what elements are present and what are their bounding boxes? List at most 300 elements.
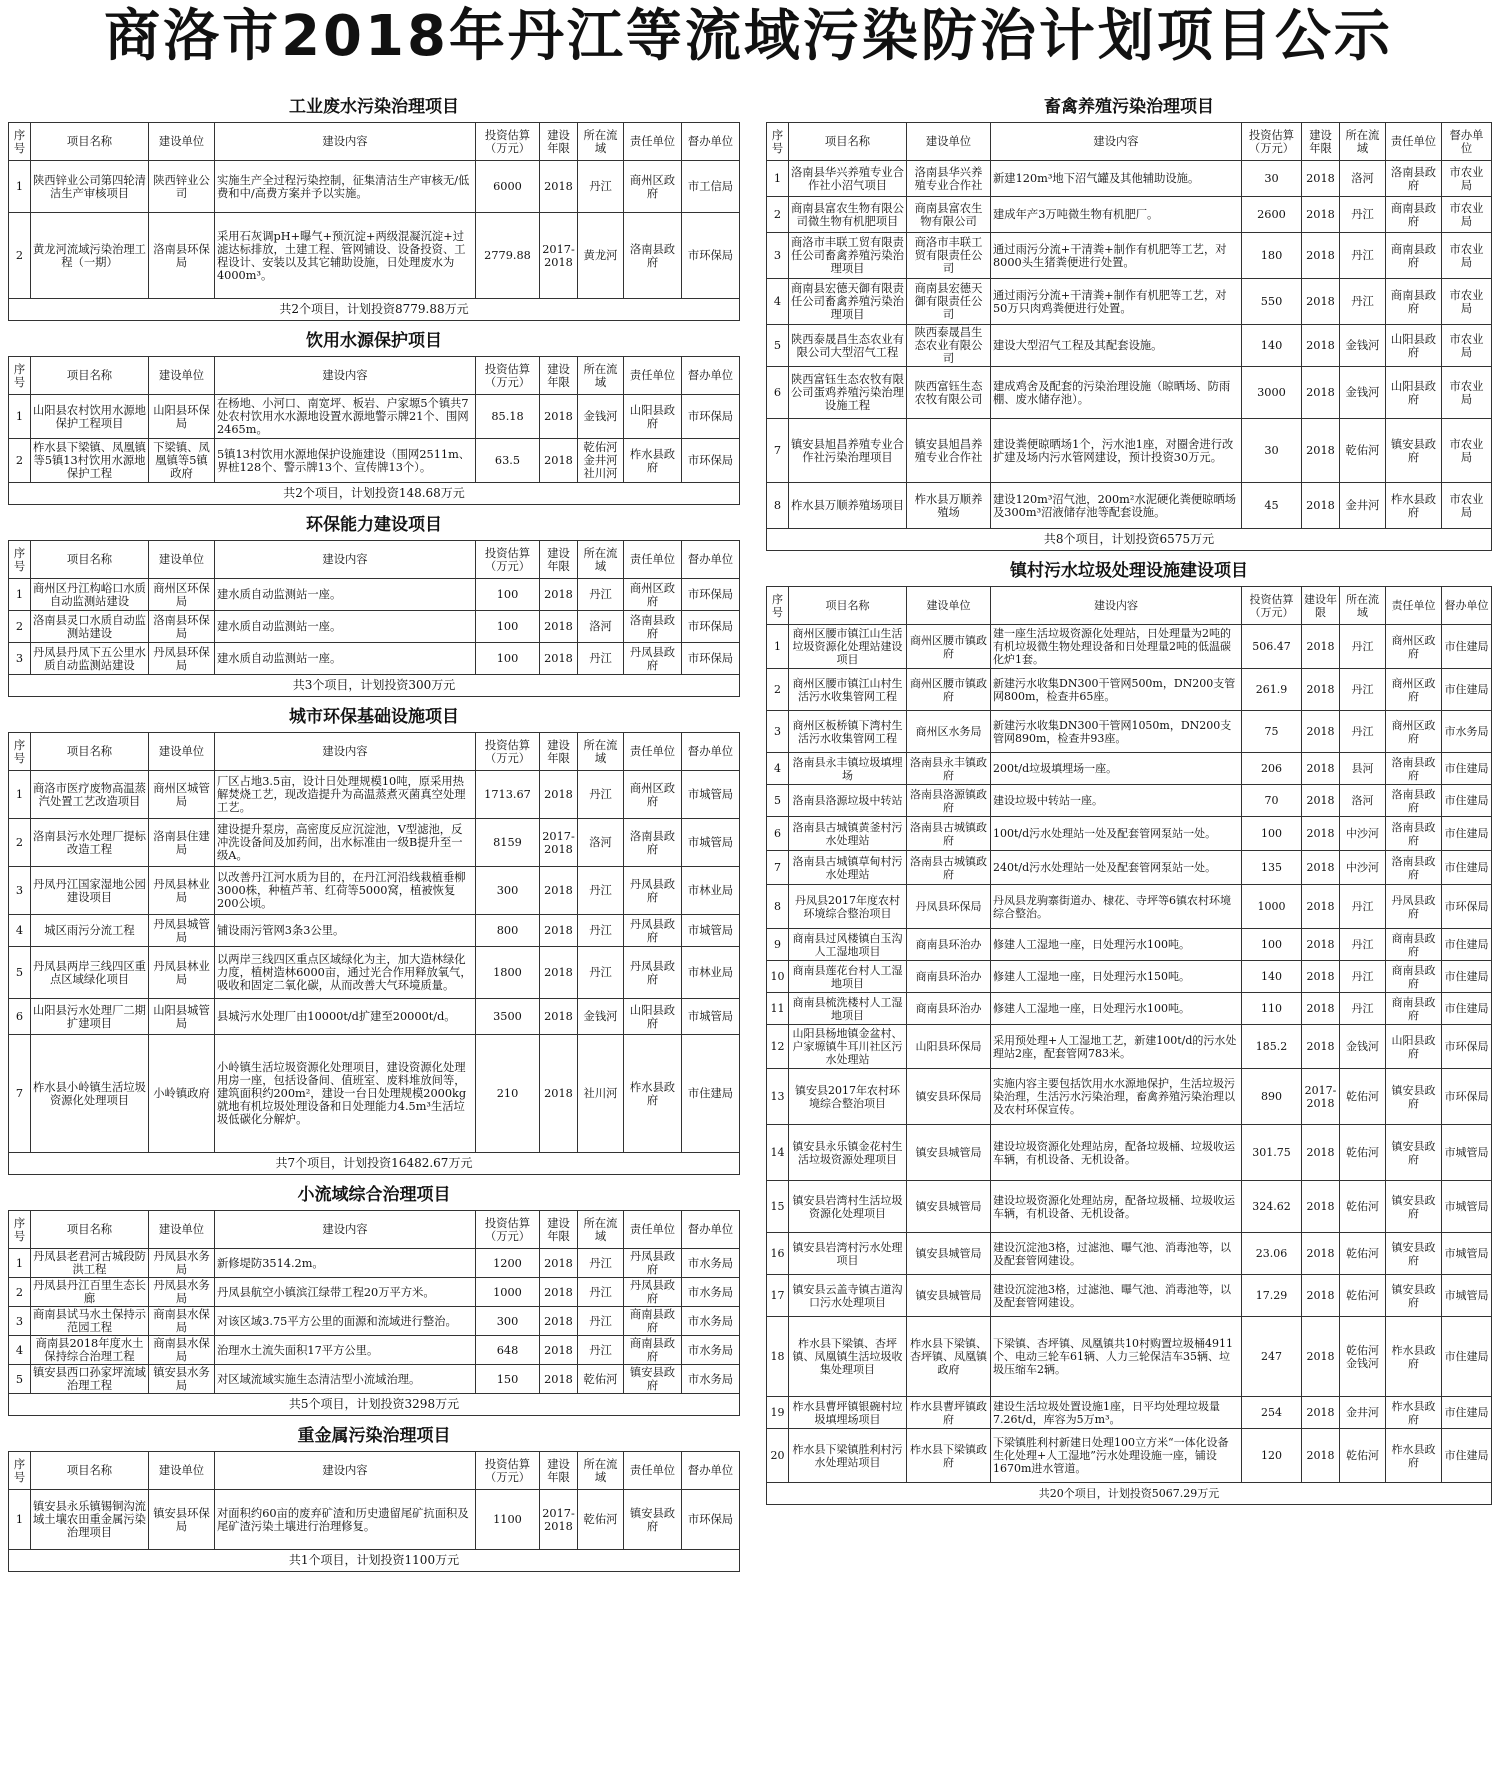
cell-project-name: 镇安县岩湾村污水处理项目 [789,1233,907,1275]
table-row [767,367,1492,419]
cell-basin: 社川河 [578,1035,624,1153]
cell-content: 建设粪便晾晒场1个，污水池1座，对圈舍进行改扩建及场内污水管网建设，预计投资30万元。 [991,419,1242,483]
cell-project-name: 山阳县杨地镇金盆村、户家塬镇牛耳川社区污水处理站 [789,1025,907,1069]
cell-responsible: 柞水县政府 [624,439,682,483]
cell-responsible: 洛南县政府 [1386,753,1442,785]
table-row [767,1429,1492,1483]
cell-builder: 陕西富钰生态农牧有限公司 [907,367,991,419]
table-row [767,1069,1492,1125]
cell-responsible: 商南县政府 [624,1307,682,1336]
cell-builder: 柞水县万顺养殖场 [907,483,991,529]
cell-index: 3 [9,643,31,675]
cell-builder: 商南县水保局 [149,1307,215,1336]
cell-index: 5 [767,325,789,367]
cell-builder: 洛南县环保局 [149,611,215,643]
cell-project-name: 镇安县旭昌养殖专业合作社污染治理项目 [789,419,907,483]
project-table [8,1210,740,1416]
cell-year: 2018 [1302,669,1340,711]
cell-investment: 890 [1242,1069,1302,1125]
cell-project-name: 镇安县永乐镇金花村生活垃圾资源处理项目 [789,1125,907,1181]
left-column [8,92,740,1577]
cell-project-name: 商洛市丰联工贸有限责任公司畜禽养殖污染治理项目 [789,233,907,279]
cell-responsible: 商南县政府 [624,1336,682,1365]
cell-supervisor: 市住建局 [1442,625,1492,669]
cell-index: 20 [767,1429,789,1483]
section-title: 城市环保基础设施项目 [289,707,459,727]
cell-content: 修建人工湿地一座，日处理污水100吨。 [991,993,1242,1025]
header-index: 序号 [9,123,31,161]
cell-basin: 丹江 [578,1249,624,1278]
cell-content: 小岭镇生活垃圾资源化处理项目，建设资源化处理用房一座，包括设备间、值班室、废料堆放间等，建筑面积约200m²，建设一台日处理规模2000kg就地有机垃圾处理设备和日处理能力4.5m³生活垃圾低碳化分解炉。 [215,1035,476,1153]
project-table [766,586,1492,1505]
cell-project-name: 城区雨污分流工程 [31,915,149,947]
header-basin: 所在流域 [578,733,624,771]
cell-project-name: 洛南县灵口水质自动监测站建设 [31,611,149,643]
cell-content: 新建污水收集DN300干管网500m，DN200支管网800m，检查井65座。 [991,669,1242,711]
section-total: 共5个项目，计划投资3298万元 [9,1394,740,1416]
cell-year: 2018 [540,161,578,213]
cell-investment: 3000 [1242,367,1302,419]
cell-basin: 金钱河 [578,395,624,439]
cell-responsible: 镇安县政府 [1386,1069,1442,1125]
header-project-name: 项目名称 [789,587,907,625]
table-row [9,1365,740,1394]
header-investment: 投资估算（万元） [1242,123,1302,161]
cell-responsible: 商南县政府 [1386,993,1442,1025]
cell-index: 14 [767,1125,789,1181]
cell-index: 1 [9,161,31,213]
cell-content: 下梁镇、杏坪镇、凤凰镇共10村购置垃圾桶4911个、电动三轮车61辆、人力三轮保洁车35辆、垃圾压缩车2辆。 [991,1317,1242,1397]
cell-investment: 85.18 [476,395,540,439]
table-header-row [767,587,1492,625]
cell-basin: 金钱河 [578,999,624,1035]
header-supervisor: 督办单位 [1442,587,1492,625]
cell-supervisor: 市水务局 [682,1336,740,1365]
table-row [767,197,1492,233]
cell-supervisor: 市住建局 [1442,993,1492,1025]
table-row [9,1249,740,1278]
cell-supervisor: 市农业局 [1442,367,1492,419]
cell-investment: 254 [1242,1397,1302,1429]
cell-investment: 45 [1242,483,1302,529]
header-supervisor: 督办单位 [682,541,740,579]
cell-builder: 镇安县旭昌养殖专业合作社 [907,419,991,483]
cell-responsible: 山阳县政府 [1386,325,1442,367]
cell-supervisor: 市城管局 [1442,1125,1492,1181]
cell-project-name: 陕西锌业公司第四轮清洁生产审核项目 [31,161,149,213]
header-year: 建设年限 [540,123,578,161]
cell-investment: 185.2 [1242,1025,1302,1069]
header-basin: 所在流域 [578,357,624,395]
cell-index: 7 [767,419,789,483]
cell-year: 2018 [1302,1275,1340,1317]
cell-investment: 100 [476,579,540,611]
cell-project-name: 镇安县2017年农村环境综合整治项目 [789,1069,907,1125]
cell-builder: 丹凤县环保局 [907,885,991,929]
cell-content: 建设生活垃圾处置设施1座，日平均处理垃圾量7.26t/d，库容为5万m³。 [991,1397,1242,1429]
cell-basin: 丹江 [1340,929,1386,961]
cell-investment: 3500 [476,999,540,1035]
cell-investment: 63.5 [476,439,540,483]
cell-project-name: 山阳县污水处理厂二期扩建项目 [31,999,149,1035]
cell-content: 丹凤县航空小镇滨江绿带工程20万平方米。 [215,1278,476,1307]
cell-investment: 247 [1242,1317,1302,1397]
cell-responsible: 丹凤县政府 [624,1249,682,1278]
cell-supervisor: 市住建局 [1442,785,1492,817]
cell-year: 2018 [540,1307,578,1336]
header-basin: 所在流域 [578,123,624,161]
table-row [767,851,1492,885]
cell-index: 3 [767,233,789,279]
cell-builder: 柞水县下梁镇政府 [907,1429,991,1483]
cell-investment: 17.29 [1242,1275,1302,1317]
table-row [9,1490,740,1550]
table-row [767,669,1492,711]
cell-investment: 180 [1242,233,1302,279]
cell-builder: 商南县环治办 [907,993,991,1025]
header-year: 建设年限 [540,733,578,771]
cell-project-name: 陕西富钰生态农牧有限公司蛋鸡养殖污染治理设施工程 [789,367,907,419]
header-content: 建设内容 [215,733,476,771]
cell-content: 修建人工湿地一座，日处理污水150吨。 [991,961,1242,993]
table-header-row [9,733,740,771]
cell-builder: 商州区水务局 [907,711,991,753]
header-responsible: 责任单位 [624,123,682,161]
table-total-row [9,1394,740,1416]
header-basin: 所在流域 [578,1452,624,1490]
cell-index: 1 [767,625,789,669]
cell-content: 下梁镇胜利村新建日处理100立方米“一体化设备生化处理+人工湿地”污水处理设施一座，铺设1670m进水管道。 [991,1429,1242,1483]
cell-builder: 洛南县古城镇政府 [907,817,991,851]
cell-project-name: 镇安县云盖寺镇古道沟口污水处理项目 [789,1275,907,1317]
header-year: 建设年限 [540,541,578,579]
header-content: 建设内容 [215,541,476,579]
header-responsible: 责任单位 [624,733,682,771]
cell-investment: 1800 [476,947,540,999]
cell-basin: 洛河 [1340,161,1386,197]
cell-project-name: 洛南县永丰镇垃圾填埋场 [789,753,907,785]
cell-content: 240t/d污水处理站一处及配套管网泵站一处。 [991,851,1242,885]
cell-builder: 洛南县环保局 [149,213,215,299]
cell-content: 铺设雨污管网3条3公里。 [215,915,476,947]
cell-responsible: 商南县政府 [1386,233,1442,279]
cell-basin: 乾佑河金钱河 [1340,1317,1386,1397]
cell-investment: 100 [476,643,540,675]
cell-supervisor: 市住建局 [1442,929,1492,961]
cell-index: 2 [9,611,31,643]
cell-investment: 100 [1242,929,1302,961]
cell-basin: 丹江 [1340,961,1386,993]
table-row [767,161,1492,197]
cell-builder: 商南县水保局 [149,1336,215,1365]
cell-responsible: 镇安县政府 [1386,419,1442,483]
header-project-name: 项目名称 [31,1452,149,1490]
table-row [767,625,1492,669]
cell-supervisor: 市环保局 [682,213,740,299]
cell-responsible: 丹凤县政府 [624,947,682,999]
section-small-basin [8,1180,740,1416]
header-builder: 建设单位 [149,357,215,395]
cell-basin: 丹江 [578,947,624,999]
cell-index: 6 [767,817,789,851]
cell-index: 3 [767,711,789,753]
cell-responsible: 商南县政府 [1386,279,1442,325]
cell-content: 建设沉淀池3格，过滤池、曝气池、消毒池等，以及配套管网建设。 [991,1275,1242,1317]
cell-supervisor: 市水务局 [682,1307,740,1336]
cell-year: 2018 [540,999,578,1035]
cell-basin: 丹江 [578,915,624,947]
project-table [8,122,740,321]
cell-investment: 506.47 [1242,625,1302,669]
cell-index: 17 [767,1275,789,1317]
header-content: 建设内容 [215,1211,476,1249]
cell-project-name: 柞水县下梁镇、凤凰镇等5镇13村饮用水源地保护工程 [31,439,149,483]
cell-basin: 丹江 [578,1307,624,1336]
header-supervisor: 督办单位 [682,1452,740,1490]
table-total-row [767,529,1492,551]
cell-investment: 140 [1242,325,1302,367]
cell-year: 2018 [1302,367,1340,419]
cell-builder: 丹凤县水务局 [149,1249,215,1278]
table-total-row [767,1483,1492,1505]
table-row [767,419,1492,483]
header-builder: 建设单位 [149,733,215,771]
header-supervisor: 督办单位 [682,1211,740,1249]
cell-responsible: 商州区政府 [624,579,682,611]
cell-basin: 乾佑河 [1340,1069,1386,1125]
cell-investment: 300 [476,867,540,915]
cell-basin: 中沙河 [1340,851,1386,885]
section-total: 共8个项目，计划投资6575万元 [767,529,1492,551]
cell-project-name: 商洛市医疗废物高温蒸汽处置工艺改造项目 [31,771,149,819]
cell-investment: 100 [1242,817,1302,851]
header-year: 建设年限 [1302,587,1340,625]
cell-responsible: 山阳县政府 [624,999,682,1035]
cell-project-name: 丹凤县老君河古城段防洪工程 [31,1249,149,1278]
cell-year: 2018 [1302,161,1340,197]
cell-project-name: 镇安县西口孙家坪流域治理工程 [31,1365,149,1394]
cell-content: 县城污水处理厂由10000t/d扩建至20000t/d。 [215,999,476,1035]
cell-content: 建设120m³沼气池，200m²水泥硬化粪便晾晒场及300m³沼液储存池等配套设施。 [991,483,1242,529]
cell-supervisor: 市农业局 [1442,419,1492,483]
cell-index: 8 [767,483,789,529]
cell-year: 2018 [1302,993,1340,1025]
cell-index: 4 [9,1336,31,1365]
cell-supervisor: 市住建局 [1442,753,1492,785]
cell-year: 2018 [540,915,578,947]
cell-index: 1 [9,1490,31,1550]
cell-responsible: 镇安县政府 [1386,1233,1442,1275]
cell-index: 18 [767,1317,789,1397]
cell-content: 100t/d污水处理站一处及配套管网泵站一处。 [991,817,1242,851]
cell-supervisor: 市农业局 [1442,197,1492,233]
cell-builder: 小岭镇政府 [149,1035,215,1153]
cell-year: 2017-2018 [540,819,578,867]
cell-responsible: 柞水县政府 [1386,1397,1442,1429]
cell-project-name: 柞水县小岭镇生活垃圾资源化处理项目 [31,1035,149,1153]
table-row [9,1035,740,1153]
cell-year: 2018 [540,579,578,611]
cell-builder: 镇安县水务局 [149,1365,215,1394]
cell-index: 1 [767,161,789,197]
project-table [8,732,740,1175]
cell-index: 12 [767,1025,789,1069]
cell-project-name: 商州区板桥镇下湾村生活污水收集管网工程 [789,711,907,753]
cell-supervisor: 市住建局 [1442,817,1492,851]
cell-responsible: 山阳县政府 [1386,1025,1442,1069]
cell-year: 2018 [1302,197,1340,233]
cell-investment: 140 [1242,961,1302,993]
cell-basin: 乾佑河 [1340,1125,1386,1181]
cell-year: 2018 [1302,483,1340,529]
cell-builder: 丹凤县水务局 [149,1278,215,1307]
cell-year: 2018 [540,1035,578,1153]
cell-year: 2018 [540,947,578,999]
table-row [767,961,1492,993]
cell-content: 建设提升泵房，高密度反应沉淀池，V型滤池，反冲洗设备间及加药间，出水标准由一级B提升至一级A。 [215,819,476,867]
header-investment: 投资估算（万元） [476,733,540,771]
cell-project-name: 丹凤县丹江百里生态长廊 [31,1278,149,1307]
cell-year: 2018 [1302,711,1340,753]
cell-year: 2018 [540,771,578,819]
table-row [767,1233,1492,1275]
cell-builder: 商州区腰市镇政府 [907,669,991,711]
cell-year: 2018 [1302,785,1340,817]
table-header-row [767,123,1492,161]
header-basin: 所在流域 [1340,123,1386,161]
cell-builder: 镇安县环保局 [149,1490,215,1550]
cell-responsible: 镇安县政府 [624,1365,682,1394]
table-total-row [9,483,740,505]
header-investment: 投资估算（万元） [476,123,540,161]
section-urban [8,702,740,1175]
cell-content: 新建污水收集DN300干管网1050m，DN200支管网890m，检查井93座。 [991,711,1242,753]
cell-investment: 6000 [476,161,540,213]
cell-builder: 商州区城管局 [149,771,215,819]
header-project-name: 项目名称 [789,123,907,161]
cell-index: 9 [767,929,789,961]
cell-project-name: 黄龙河流域污染治理工程（一期） [31,213,149,299]
header-responsible: 责任单位 [1386,123,1442,161]
header-responsible: 责任单位 [624,357,682,395]
header-project-name: 项目名称 [31,1211,149,1249]
cell-basin: 乾佑河 [1340,1181,1386,1233]
cell-builder: 山阳县环保局 [907,1025,991,1069]
header-basin: 所在流域 [1340,587,1386,625]
cell-year: 2018 [1302,929,1340,961]
cell-supervisor: 市城管局 [1442,1275,1492,1317]
table-row [9,771,740,819]
cell-responsible: 洛南县政府 [1386,817,1442,851]
cell-year: 2018 [1302,1429,1340,1483]
cell-supervisor: 市住建局 [1442,1317,1492,1397]
table-header-row [9,1452,740,1490]
section-title: 饮用水源保护项目 [306,331,442,351]
cell-index: 15 [767,1181,789,1233]
cell-supervisor: 市环保局 [682,439,740,483]
header-index: 序号 [767,123,789,161]
cell-builder: 商南县环治办 [907,929,991,961]
cell-content: 新建120m³地下沼气罐及其他辅助设施。 [991,161,1242,197]
cell-builder: 柞水县曹坪镇政府 [907,1397,991,1429]
cell-basin: 丹江 [578,1278,624,1307]
header-project-name: 项目名称 [31,123,149,161]
cell-investment: 300 [476,1307,540,1336]
cell-project-name: 洛南县洛源垃圾中转站 [789,785,907,817]
section-title: 小流域综合治理项目 [297,1185,451,1205]
cell-investment: 206 [1242,753,1302,785]
cell-supervisor: 市农业局 [1442,279,1492,325]
header-year: 建设年限 [1302,123,1340,161]
cell-year: 2018 [1302,279,1340,325]
cell-supervisor: 市住建局 [1442,851,1492,885]
cell-content: 治理水土流失面积17平方公里。 [215,1336,476,1365]
cell-project-name: 商南县莲花台村人工湿地项目 [789,961,907,993]
cell-investment: 324.62 [1242,1181,1302,1233]
header-basin: 所在流域 [578,1211,624,1249]
cell-project-name: 陕西泰晟昌生态农业有限公司大型沼气工程 [789,325,907,367]
cell-index: 7 [9,1035,31,1153]
cell-project-name: 商南县过风楼镇白玉沟人工湿地项目 [789,929,907,961]
cell-content: 通过雨污分流+干清粪+制作有机肥等工艺，对8000头生猪粪便进行处置。 [991,233,1242,279]
cell-project-name: 柞水县下梁镇、杏坪镇、凤凰镇生活垃圾收集处理项目 [789,1317,907,1397]
cell-supervisor: 市环保局 [1442,1069,1492,1125]
cell-content: 建设大型沼气工程及其配套设施。 [991,325,1242,367]
cell-responsible: 镇安县政府 [1386,1181,1442,1233]
table-header-row [9,1211,740,1249]
cell-year: 2018 [1302,419,1340,483]
table-row [9,611,740,643]
table-row [767,885,1492,929]
cell-index: 2 [9,1278,31,1307]
cell-supervisor: 市环保局 [682,1490,740,1550]
cell-content: 修建人工湿地一座，日处理污水100吨。 [991,929,1242,961]
cell-content: 建水质自动监测站一座。 [215,643,476,675]
cell-responsible: 丹凤县政府 [624,1278,682,1307]
cell-investment: 210 [476,1035,540,1153]
cell-builder: 洛南县华兴养殖专业合作社 [907,161,991,197]
cell-year: 2018 [1302,1233,1340,1275]
cell-basin: 金钱河 [1340,325,1386,367]
cell-basin: 丹江 [1340,711,1386,753]
table-total-row [9,1153,740,1175]
cell-responsible: 洛南县政府 [624,611,682,643]
cell-responsible: 丹凤县政府 [624,867,682,915]
cell-builder: 商南县富农生物有限公司 [907,197,991,233]
section-title: 镇村污水垃圾处理设施建设项目 [1010,561,1248,581]
cell-builder: 丹凤县林业局 [149,947,215,999]
cell-year: 2018 [540,1278,578,1307]
cell-year: 2018 [1302,885,1340,929]
header-year: 建设年限 [540,1452,578,1490]
cell-supervisor: 市城管局 [1442,1181,1492,1233]
cell-content: 通过雨污分流+干清粪+制作有机肥等工艺，对50万只肉鸡粪便进行处置。 [991,279,1242,325]
cell-year: 2018 [540,643,578,675]
cell-basin: 丹江 [1340,669,1386,711]
header-index: 序号 [9,1452,31,1490]
cell-project-name: 商南县梳洗楼村人工湿地项目 [789,993,907,1025]
cell-investment: 30 [1242,419,1302,483]
cell-responsible: 商南县政府 [1386,197,1442,233]
cell-builder: 镇安县城管局 [907,1181,991,1233]
cell-year: 2017-2018 [540,1490,578,1550]
header-investment: 投资估算（万元） [1242,587,1302,625]
cell-year: 2018 [1302,1181,1340,1233]
header-supervisor: 督办单位 [682,733,740,771]
header-content: 建设内容 [215,1452,476,1490]
right-column [766,92,1492,1510]
cell-content: 建水质自动监测站一座。 [215,611,476,643]
